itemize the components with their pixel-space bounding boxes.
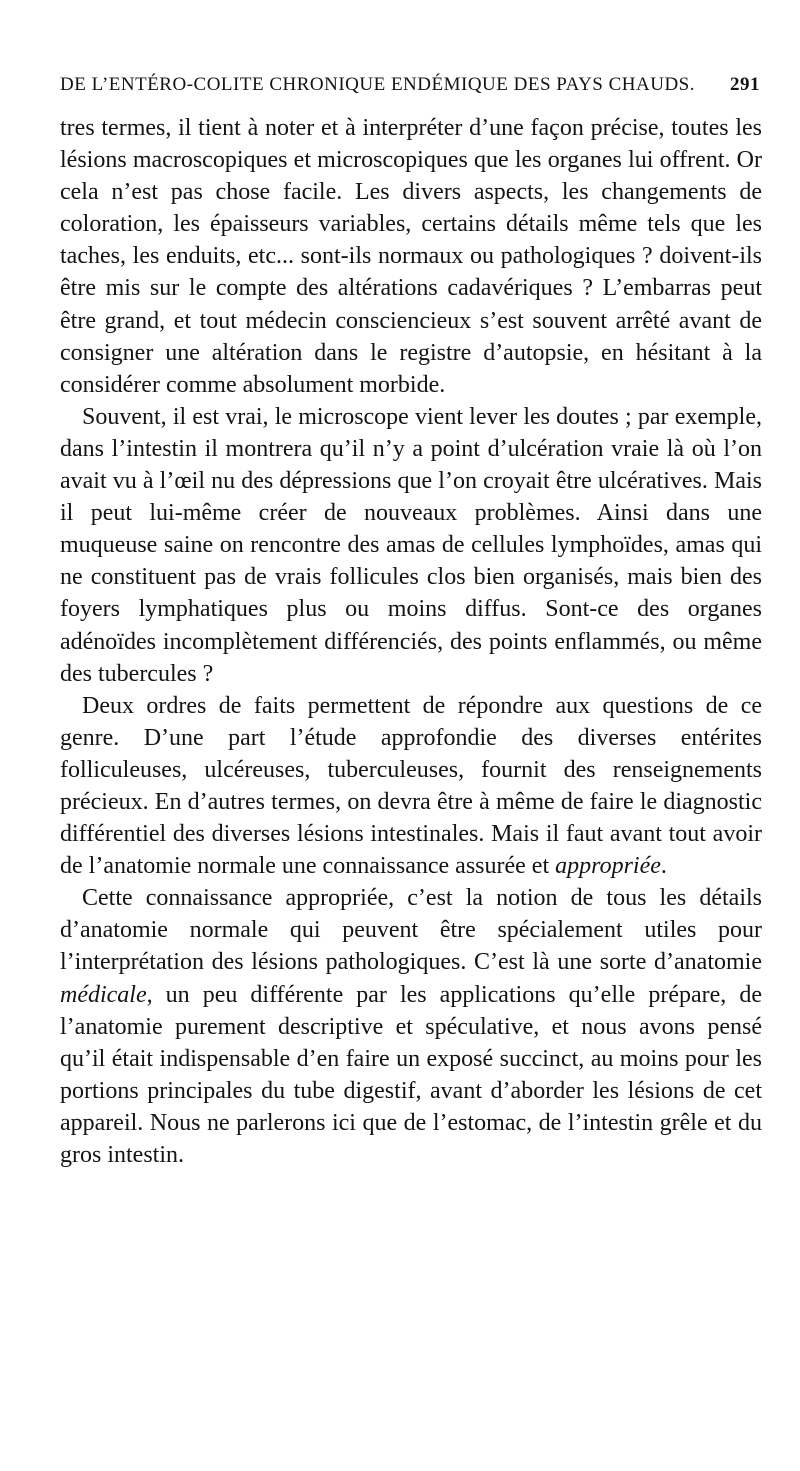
running-title: DE L’ENTÉRO-COLITE CHRONIQUE ENDÉMIQUE DES PAYS CHAUDS. (60, 74, 695, 95)
paragraph-4-text: Cette connaissance appropriée, c’est la notion de tous les détails d’anatomie normale qui peuvent être spécialement utiles pour l’interprétation des lésions pathologiques. C’est là une sorte d’anatomie (60, 885, 762, 976)
page-number: 291 (730, 74, 760, 95)
paragraph-3-text: Deux ordres de faits permettent de répondre aux questions de ce genre. D’une part l’étude approfondie des diverses entérites folliculeuses, ulcéreuses, tuberculeuses, fournit des renseignements précieux. En d’autres termes, on devra être à même de faire le diagnostic différentiel des diverses lésions intestinales. Mais il faut avant tout avoir de l’anatomie normale une connaissance assurée et (60, 692, 762, 880)
running-header (60, 74, 760, 102)
body-text (60, 112, 762, 1171)
paragraph-3-end: . (660, 853, 667, 880)
paragraph-3 (60, 690, 762, 883)
paragraph-1: tres termes, il tient à noter et à interpréter d’une façon précise, toutes les lésions macroscopiques et microscopiques que les organes lui offrent. Or cela n’est pas chose facile. Les divers aspects, les changements de coloration, les épaisseurs variables, certains détails même tels que les taches, les enduits, etc... sont-ils normaux ou pathologiques ? doivent-ils être mis sur le compte des altérations cadavériques ? L’embarras peut être grand, et tout médecin consciencieux s’est souvent arrêté avant de consigner une altération dans le registre d’autopsie, en hésitant à la considérer comme absolument morbide. (60, 115, 762, 398)
paragraph-4 (60, 882, 762, 1171)
paragraph-4-end: , un peu différente par les applications qu’elle prépare, de l’anatomie purement descriptive et spéculative, et nous avons pensé qu’il était indispensable d’en faire un exposé succinct, au moins pour les portions principales du tube digestif, avant d’aborder les lésions de cet appareil. Nous ne parlerons ici que de l’estomac, de l’intestin grêle et du gros intestin. (60, 981, 762, 1168)
paragraph-3-emphasis: appropriée (555, 853, 661, 880)
paragraph-2: Souvent, il est vrai, le microscope vient lever les doutes ; par exemple, dans l’intestin il montrera qu’il n’y a point d’ulcération vraie là où l’on avait vu à l’œil nu des dépressions que l’on croyait être ulcératives. Mais il peut lui-même créer de nouveaux problèmes. Ainsi dans une muqueuse saine on rencontre des amas de cellules lymphoïdes, amas qui ne constituent pas de vrais follicules clos bien organisés, mais bien des foyers lymphatiques plus ou moins diffus. Sont-ce des organes adénoïdes incomplètement différenciés, des points enflammés, ou même des tubercules ? (60, 403, 762, 687)
paragraph-4-emphasis: médicale (60, 981, 147, 1008)
